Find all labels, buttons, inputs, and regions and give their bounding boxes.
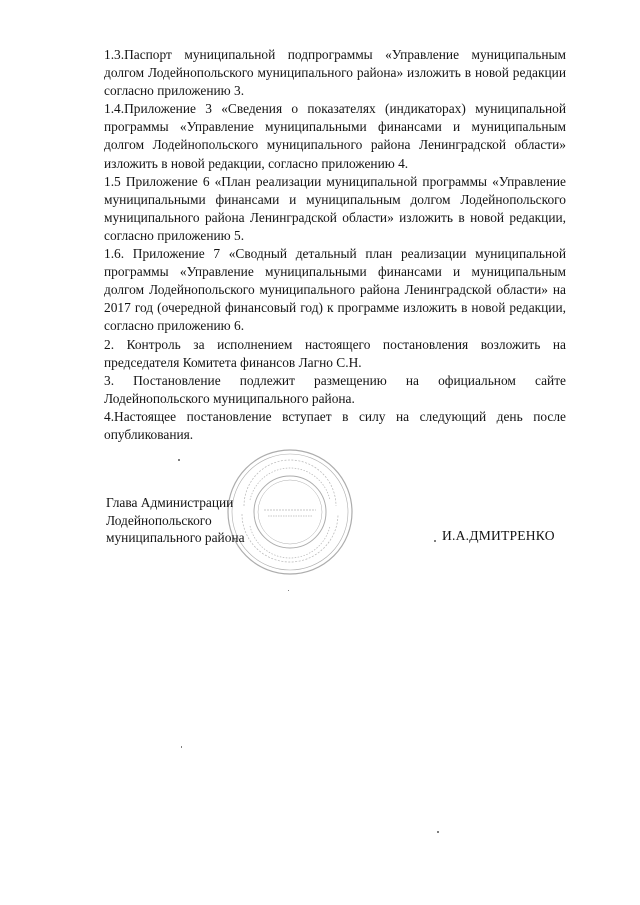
paragraph-3: 3. Постановление подлежит размещению на официальном сайте Лодейнопольского муниципального района. <box>104 372 566 406</box>
signature-position-line-3: муниципального района <box>106 530 245 545</box>
paragraph-1-6: 1.6. Приложение 7 «Сводный детальный план реализации муниципальной программы «Управление муниципальными финансами и муниципальным долгом Лодейнопольского муниципального района Ленинградской области» на 2017 год (очередной финансовый год) к программе изложить в новой редакции, согласно приложению 6. <box>104 246 566 334</box>
signatory-name: И.А.ДМИТРЕНКО <box>442 528 555 543</box>
scan-speck <box>178 459 180 461</box>
signature-position-line-1: Глава Администрации <box>106 495 234 510</box>
paragraph-2: 2. Контроль за исполнением настоящего постановления возложить на председателя Комитета финансов Лагно С.Н. <box>104 336 566 370</box>
scan-speck <box>288 590 289 591</box>
paragraph-1-4: 1.4.Приложение 3 «Сведения о показателях (индикаторах) муниципальной программы «Управление муниципальными финансами и муниципальным долгом Лодейнопольского муниципального района Ленинградской области» изложить в новой редакции, согласно приложению 4. <box>104 101 566 171</box>
paragraph-1-5: 1.5 Приложение 6 «План реализации муниципальной программы «Управление муниципальными финансами и муниципальным долгом Лодейнопольского муниципального района Ленинградской области» изложить в новой редакции, согласно приложению 5. <box>104 173 566 243</box>
scan-speck <box>181 746 182 748</box>
paragraph-4: 4.Настоящее постановление вступает в силу на следующий день после опубликования. <box>104 408 566 442</box>
signature-block <box>106 494 245 547</box>
paragraph-1-3: 1.3.Паспорт муниципальной подпрограммы «Управление муниципальным долгом Лодейнопольского муниципального района» изложить в новой редакции согласно приложению 3. <box>104 47 566 99</box>
scan-speck <box>434 540 436 542</box>
signature-position-line-2: Лодейнопольского <box>106 512 212 528</box>
document-body <box>104 46 566 444</box>
scan-speck <box>437 831 439 833</box>
